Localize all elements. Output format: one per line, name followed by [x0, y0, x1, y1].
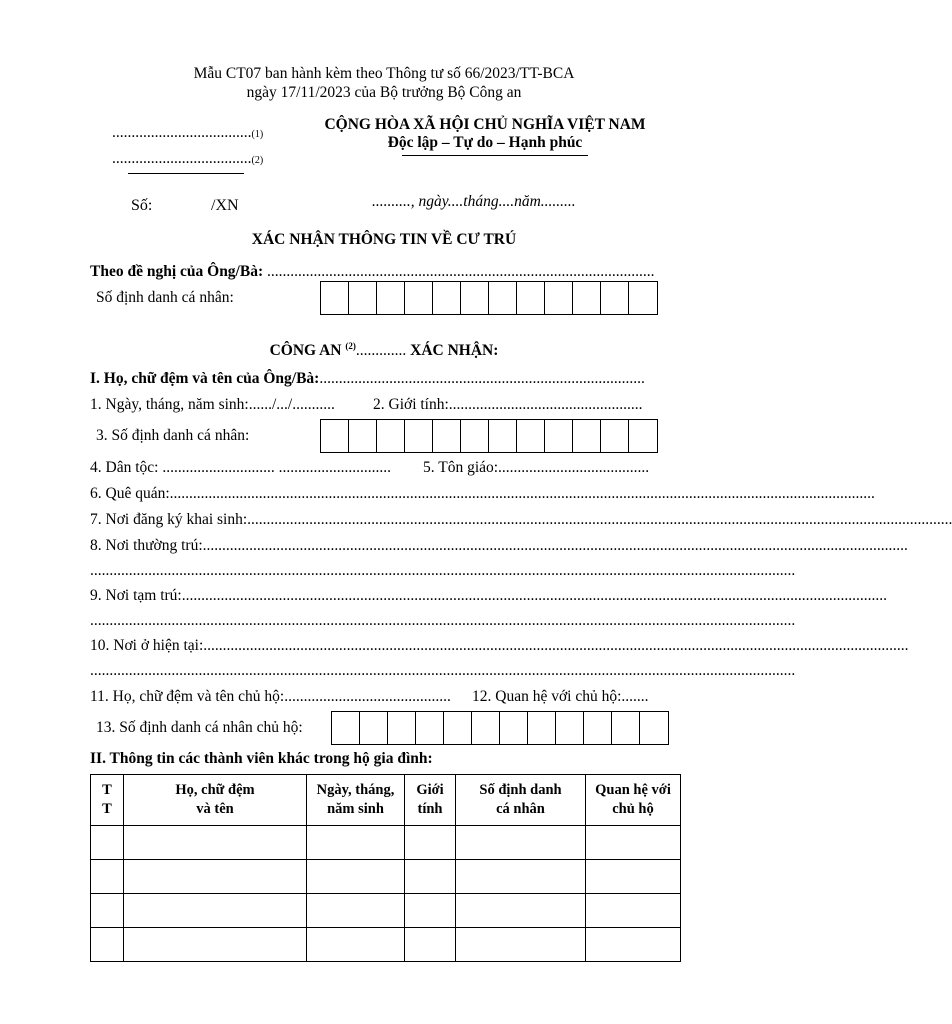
request-id-label: Số định danh cá nhân: [96, 289, 234, 306]
table-cell[interactable] [124, 894, 307, 928]
section1-heading[interactable] [90, 370, 658, 388]
agency-line-1-note: (1) [251, 129, 264, 140]
id-digit-box[interactable] [388, 712, 416, 744]
col-header-gender: Giới tính [405, 775, 456, 826]
table-cell[interactable] [456, 894, 586, 928]
id-digit-box[interactable] [472, 712, 500, 744]
motto: Độc lập – Tự do – Hạnh phúc [387, 134, 583, 151]
table-cell[interactable] [586, 860, 681, 894]
section1-heading-label: I. Họ, chữ đệm và tên của Ông/Bà: [90, 370, 320, 387]
field-relation-to-head[interactable]: 12. Quan hệ với chủ hộ:....... [472, 688, 649, 705]
id-digit-box[interactable] [349, 420, 377, 452]
col-header-dob: Ngày, tháng, năm sinh [307, 775, 405, 826]
confirm-suffix: XÁC NHẬN: [410, 342, 499, 359]
id-digit-box[interactable] [612, 712, 640, 744]
id-digit-box[interactable] [321, 282, 349, 314]
table-cell[interactable] [124, 928, 307, 962]
members-table-header [91, 775, 681, 826]
field-permanent-residence-label: 8. Nơi thường trú: [90, 537, 203, 554]
table-cell[interactable] [91, 928, 124, 962]
field-birth-registration[interactable] [90, 511, 952, 529]
agency-line-2 [112, 150, 263, 168]
field-id-label: 3. Số định danh cá nhân: [96, 427, 250, 444]
id-digit-box[interactable] [489, 282, 517, 314]
id-digit-box[interactable] [601, 282, 629, 314]
field-current-residence-dots: ...................................................................................................................................................................................... [203, 637, 909, 654]
id-digit-box[interactable] [629, 420, 657, 452]
form-reference-line1: Mẫu CT07 ban hành kèm theo Thông tư số 66/2023/TT-BCA [193, 65, 575, 82]
agency-line-2-note: (2) [251, 155, 264, 166]
field-hometown-label: 6. Quê quán: [90, 485, 170, 502]
table-cell[interactable] [456, 826, 586, 860]
table-cell[interactable] [124, 826, 307, 860]
id-digit-box[interactable] [489, 420, 517, 452]
id-digit-box[interactable] [545, 282, 573, 314]
field-household-head[interactable]: 11. Họ, chữ đệm và tên chủ hộ:........................................... [90, 688, 451, 705]
person-id-boxes[interactable] [320, 419, 658, 453]
field-birth-registration-label: 7. Nơi đăng ký khai sinh: [90, 511, 248, 528]
agency-line-2-dots: .................................... [112, 150, 252, 167]
field-temporary-residence-continued[interactable]: ...................................................................................................................................................................................... [90, 612, 796, 629]
field-temporary-residence[interactable] [90, 587, 887, 605]
document-number-label: Số: [131, 197, 153, 214]
id-digit-box[interactable] [556, 712, 584, 744]
id-digit-box[interactable] [601, 420, 629, 452]
table-cell[interactable] [91, 860, 124, 894]
id-digit-box[interactable] [573, 420, 601, 452]
id-digit-box[interactable] [433, 282, 461, 314]
field-current-residence-continued[interactable]: ...................................................................................................................................................................................... [90, 662, 796, 679]
field-birth-registration-dots: ...................................................................................................................................................................................... [247, 511, 952, 528]
id-digit-box[interactable] [517, 420, 545, 452]
id-digit-box[interactable] [433, 420, 461, 452]
id-digit-box[interactable] [360, 712, 388, 744]
id-digit-box[interactable] [405, 282, 433, 314]
id-digit-box[interactable] [321, 420, 349, 452]
field-hometown[interactable] [90, 485, 875, 503]
id-digit-box[interactable] [573, 282, 601, 314]
table-cell[interactable] [586, 894, 681, 928]
id-digit-box[interactable] [545, 420, 573, 452]
id-digit-box[interactable] [377, 420, 405, 452]
id-digit-box[interactable] [517, 282, 545, 314]
table-cell[interactable] [124, 860, 307, 894]
date-line: .........., ngày....tháng....năm......... [372, 193, 576, 210]
field-temporary-residence-label: 9. Nơi tạm trú: [90, 587, 182, 604]
field-ethnicity[interactable]: 4. Dân tộc: ............................. ............................. [90, 459, 391, 476]
confirm-note: (2) [345, 341, 356, 351]
field-current-residence-label: 10. Nơi ở hiện tại: [90, 637, 204, 654]
table-cell[interactable] [456, 928, 586, 962]
section2-heading: II. Thông tin các thành viên khác trong hộ gia đình: [90, 750, 433, 767]
confirm-prefix: CÔNG AN [269, 342, 342, 359]
id-digit-box[interactable] [584, 712, 612, 744]
document-title: XÁC NHẬN THÔNG TIN VỀ CƯ TRÚ [251, 231, 517, 248]
request-line[interactable] [90, 263, 658, 281]
section1-heading-dots: .................................................................................... [319, 370, 645, 387]
agency-line-1-dots: .................................... [112, 124, 252, 141]
request-dots: .................................................................................................... [267, 263, 655, 280]
table-cell[interactable] [307, 928, 405, 962]
field-religion[interactable]: 5. Tôn giáo:....................................... [423, 459, 650, 476]
agency-line-1 [112, 124, 263, 142]
head-id-boxes[interactable] [331, 711, 669, 745]
id-digit-box[interactable] [629, 282, 657, 314]
agency-underline [128, 173, 244, 174]
table-cell[interactable] [586, 928, 681, 962]
table-cell[interactable] [405, 894, 456, 928]
form-reference [0, 64, 768, 102]
col-header-id-number: Số định danh cá nhân [456, 775, 586, 826]
table-cell[interactable] [91, 826, 124, 860]
field-dob[interactable]: 1. Ngày, tháng, năm sinh:....../.../........... [90, 396, 335, 413]
id-digit-box[interactable] [461, 282, 489, 314]
field-hometown-dots: ...................................................................................................................................................................................... [169, 485, 875, 502]
field-current-residence[interactable] [90, 637, 909, 655]
field-head-id-label: 13. Số định danh cá nhân chủ hộ: [96, 719, 303, 736]
col-header-index: T T [91, 775, 124, 826]
table-row [91, 860, 681, 894]
table-cell[interactable] [456, 860, 586, 894]
request-id-boxes[interactable] [320, 281, 658, 315]
field-permanent-residence-continued[interactable]: ...................................................................................................................................................................................... [90, 562, 796, 579]
form-reference-line2: ngày 17/11/2023 của Bộ trưởng Bộ Công an [246, 84, 522, 101]
id-digit-box[interactable] [377, 282, 405, 314]
members-table [90, 774, 681, 962]
id-digit-box[interactable] [444, 712, 472, 744]
table-cell[interactable] [405, 928, 456, 962]
table-row [91, 826, 681, 860]
confirm-dots: ............. [355, 342, 407, 359]
id-digit-box[interactable] [349, 282, 377, 314]
table-cell[interactable] [307, 860, 405, 894]
confirm-heading [0, 341, 768, 360]
id-digit-box[interactable] [416, 712, 444, 744]
table-cell[interactable] [586, 826, 681, 860]
table-cell[interactable] [307, 894, 405, 928]
id-digit-box[interactable] [461, 420, 489, 452]
id-digit-box[interactable] [332, 712, 360, 744]
request-label: Theo đề nghị của Ông/Bà: [90, 263, 264, 280]
col-header-relation: Quan hệ với chủ hộ [586, 775, 681, 826]
table-cell[interactable] [307, 826, 405, 860]
field-temporary-residence-dots: ...................................................................................................................................................................................... [181, 587, 887, 604]
id-digit-box[interactable] [405, 420, 433, 452]
motto-underline [402, 155, 588, 156]
id-digit-box[interactable] [528, 712, 556, 744]
id-digit-box[interactable] [500, 712, 528, 744]
table-cell[interactable] [405, 826, 456, 860]
table-cell[interactable] [405, 860, 456, 894]
table-cell[interactable] [91, 894, 124, 928]
nation-title: CỘNG HÒA XÃ HỘI CHỦ NGHĨA VIỆT NAM [324, 116, 646, 133]
field-gender[interactable]: 2. Giới tính:.................................................. [373, 396, 643, 413]
field-permanent-residence[interactable] [90, 537, 908, 555]
field-permanent-residence-dots: ...................................................................................................................................................................................... [202, 537, 908, 554]
id-digit-box[interactable] [640, 712, 668, 744]
col-header-full-name: Họ, chữ đệm và tên [124, 775, 307, 826]
table-row [91, 928, 681, 962]
document-number-suffix: /XN [211, 197, 239, 214]
table-row [91, 894, 681, 928]
